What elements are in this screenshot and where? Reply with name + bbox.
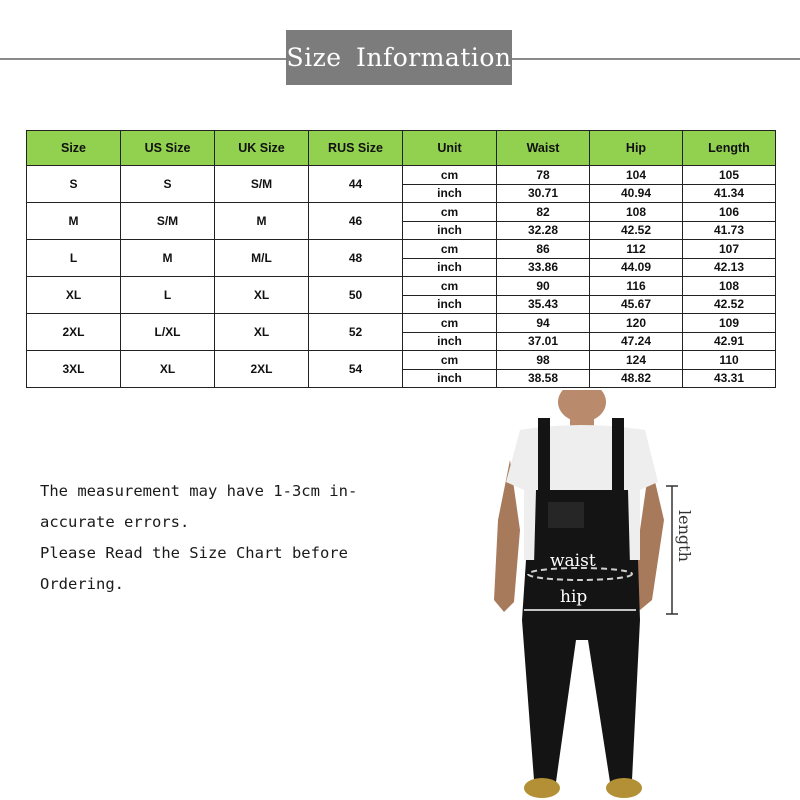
header-cell: UK Size xyxy=(215,131,309,166)
waist-cell: 82 xyxy=(497,203,590,222)
hip-cell: 104 xyxy=(590,166,683,185)
unit-cell: cm xyxy=(403,314,497,333)
table-header-row xyxy=(27,131,776,166)
header-cell: US Size xyxy=(121,131,215,166)
unit-cell: cm xyxy=(403,351,497,370)
rus-size-cell: 52 xyxy=(309,314,403,351)
us-size-cell: XL xyxy=(121,351,215,388)
header-cell: Length xyxy=(683,131,776,166)
unit-cell: inch xyxy=(403,295,497,314)
hip-cell: 45.67 xyxy=(590,295,683,314)
waist-label: waist xyxy=(550,551,596,571)
table-row xyxy=(27,240,776,259)
hip-cell: 108 xyxy=(590,203,683,222)
header-cell: Waist xyxy=(497,131,590,166)
hip-cell: 44.09 xyxy=(590,258,683,277)
waist-cell: 35.43 xyxy=(497,295,590,314)
waist-cell: 94 xyxy=(497,314,590,333)
length-cell: 107 xyxy=(683,240,776,259)
unit-cell: cm xyxy=(403,240,497,259)
unit-cell: cm xyxy=(403,277,497,296)
rus-size-cell: 54 xyxy=(309,351,403,388)
unit-cell: cm xyxy=(403,166,497,185)
uk-size-cell: M xyxy=(215,203,309,240)
overalls-left-strap xyxy=(538,418,550,498)
us-size-cell: S/M xyxy=(121,203,215,240)
us-size-cell: M xyxy=(121,240,215,277)
overalls-right-strap xyxy=(612,418,624,498)
unit-cell: inch xyxy=(403,184,497,203)
note-line: Ordering. xyxy=(40,575,124,593)
waist-cell: 33.86 xyxy=(497,258,590,277)
hip-cell: 124 xyxy=(590,351,683,370)
table-row xyxy=(27,203,776,222)
unit-cell: inch xyxy=(403,369,497,388)
length-cell: 110 xyxy=(683,351,776,370)
uk-size-cell: 2XL xyxy=(215,351,309,388)
waist-cell: 37.01 xyxy=(497,332,590,351)
header-cell: Unit xyxy=(403,131,497,166)
size-cell: 2XL xyxy=(27,314,121,351)
hip-cell: 112 xyxy=(590,240,683,259)
bib-pocket xyxy=(548,502,584,528)
hip-cell: 116 xyxy=(590,277,683,296)
waist-cell: 38.58 xyxy=(497,369,590,388)
unit-cell: inch xyxy=(403,221,497,240)
waist-cell: 32.28 xyxy=(497,221,590,240)
waist-cell: 78 xyxy=(497,166,590,185)
size-cell: L xyxy=(27,240,121,277)
rus-size-cell: 44 xyxy=(309,166,403,203)
us-size-cell: L/XL xyxy=(121,314,215,351)
rus-size-cell: 48 xyxy=(309,240,403,277)
size-chart-table xyxy=(26,130,776,388)
hip-cell: 48.82 xyxy=(590,369,683,388)
note-line: accurate errors. xyxy=(40,513,190,531)
uk-size-cell: XL xyxy=(215,314,309,351)
waist-cell: 98 xyxy=(497,351,590,370)
header-cell: RUS Size xyxy=(309,131,403,166)
page-title: Size Information xyxy=(286,30,512,85)
length-cell: 106 xyxy=(683,203,776,222)
waist-cell: 30.71 xyxy=(497,184,590,203)
measurement-note xyxy=(40,476,420,600)
note-line: The measurement may have 1-3cm in- xyxy=(40,482,358,500)
table-row xyxy=(27,277,776,296)
model-photo xyxy=(480,390,800,800)
size-cell: 3XL xyxy=(27,351,121,388)
length-cell: 42.52 xyxy=(683,295,776,314)
length-cell: 43.31 xyxy=(683,369,776,388)
length-label: length xyxy=(675,510,694,562)
header-cell: Size xyxy=(27,131,121,166)
size-cell: M xyxy=(27,203,121,240)
size-cell: XL xyxy=(27,277,121,314)
unit-cell: cm xyxy=(403,203,497,222)
length-cell: 109 xyxy=(683,314,776,333)
model-right-shoe xyxy=(606,778,642,798)
rus-size-cell: 46 xyxy=(309,203,403,240)
table-row xyxy=(27,314,776,333)
table-row xyxy=(27,166,776,185)
hip-cell: 40.94 xyxy=(590,184,683,203)
size-cell: S xyxy=(27,166,121,203)
hip-cell: 42.52 xyxy=(590,221,683,240)
length-cell: 108 xyxy=(683,277,776,296)
length-cell: 42.13 xyxy=(683,258,776,277)
length-cell: 41.34 xyxy=(683,184,776,203)
length-cell: 42.91 xyxy=(683,332,776,351)
hip-cell: 47.24 xyxy=(590,332,683,351)
length-cell: 41.73 xyxy=(683,221,776,240)
hip-label: hip xyxy=(560,587,588,607)
unit-cell: inch xyxy=(403,258,497,277)
uk-size-cell: S/M xyxy=(215,166,309,203)
us-size-cell: S xyxy=(121,166,215,203)
uk-size-cell: M/L xyxy=(215,240,309,277)
table-row xyxy=(27,351,776,370)
header-cell: Hip xyxy=(590,131,683,166)
unit-cell: inch xyxy=(403,332,497,351)
hip-cell: 120 xyxy=(590,314,683,333)
length-cell: 105 xyxy=(683,166,776,185)
rus-size-cell: 50 xyxy=(309,277,403,314)
waist-cell: 86 xyxy=(497,240,590,259)
uk-size-cell: XL xyxy=(215,277,309,314)
note-line: Please Read the Size Chart before xyxy=(40,544,348,562)
us-size-cell: L xyxy=(121,277,215,314)
model-left-shoe xyxy=(524,778,560,798)
waist-cell: 90 xyxy=(497,277,590,296)
